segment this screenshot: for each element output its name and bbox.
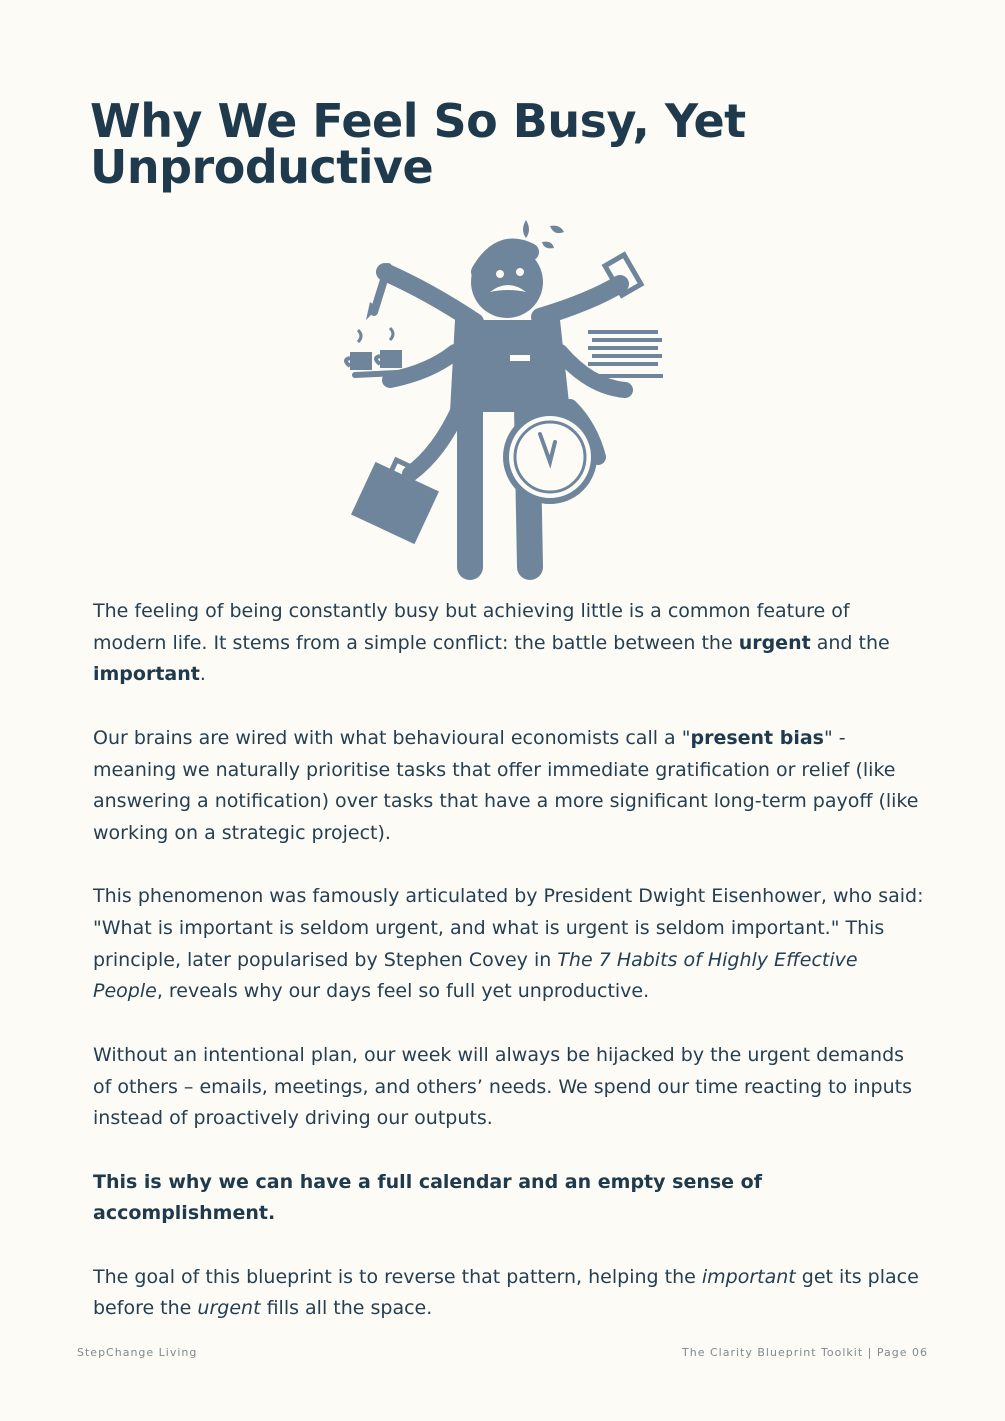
body-text — [93, 596, 928, 1357]
paragraph-6: The goal of this blueprint is to reverse that pattern, helping the important get its place before the urgent fills all the space. — [93, 1265, 919, 1320]
paragraph-5: This is why we can have a full calendar and an empty sense of accomplishment. — [93, 1170, 762, 1225]
overwhelmed-multitasker-icon — [330, 212, 680, 592]
paragraph-1: The feeling of being constantly busy but achieving little is a common feature of modern life. It stems from a simple conflict: the battle between the urgent and the important. — [93, 600, 890, 686]
paragraph-4: Without an intentional plan, our week will always be hijacked by the urgent demands of others – emails, meetings, and others’ needs. We spend our time reacting to inputs instead of proactively driving our outputs. — [93, 1043, 912, 1130]
footer-page-info: The Clarity Blueprint Toolkit | Page 06 — [682, 1346, 928, 1359]
footer-brand: StepChange Living — [77, 1346, 198, 1359]
paragraph-2: Our brains are wired with what behavioural economists call a "present bias" - meaning we naturally prioritise tasks that offer immediate gratification or relief (like answering a notification) over tasks that have a more significant long-term payoff (like working on a strategic project). — [93, 726, 919, 844]
page-title: Why We Feel So Busy, Yet Unproductive — [90, 94, 746, 194]
paragraph-3: This phenomenon was famously articulated by President Dwight Eisenhower, who said: "What is important is seldom urgent, and what is urgent is seldom important." This principle, later popularised by Stephen Covey in The 7 Habits of Highly Effective People, reveals why our days feel so full yet unproductive. — [93, 885, 924, 1003]
